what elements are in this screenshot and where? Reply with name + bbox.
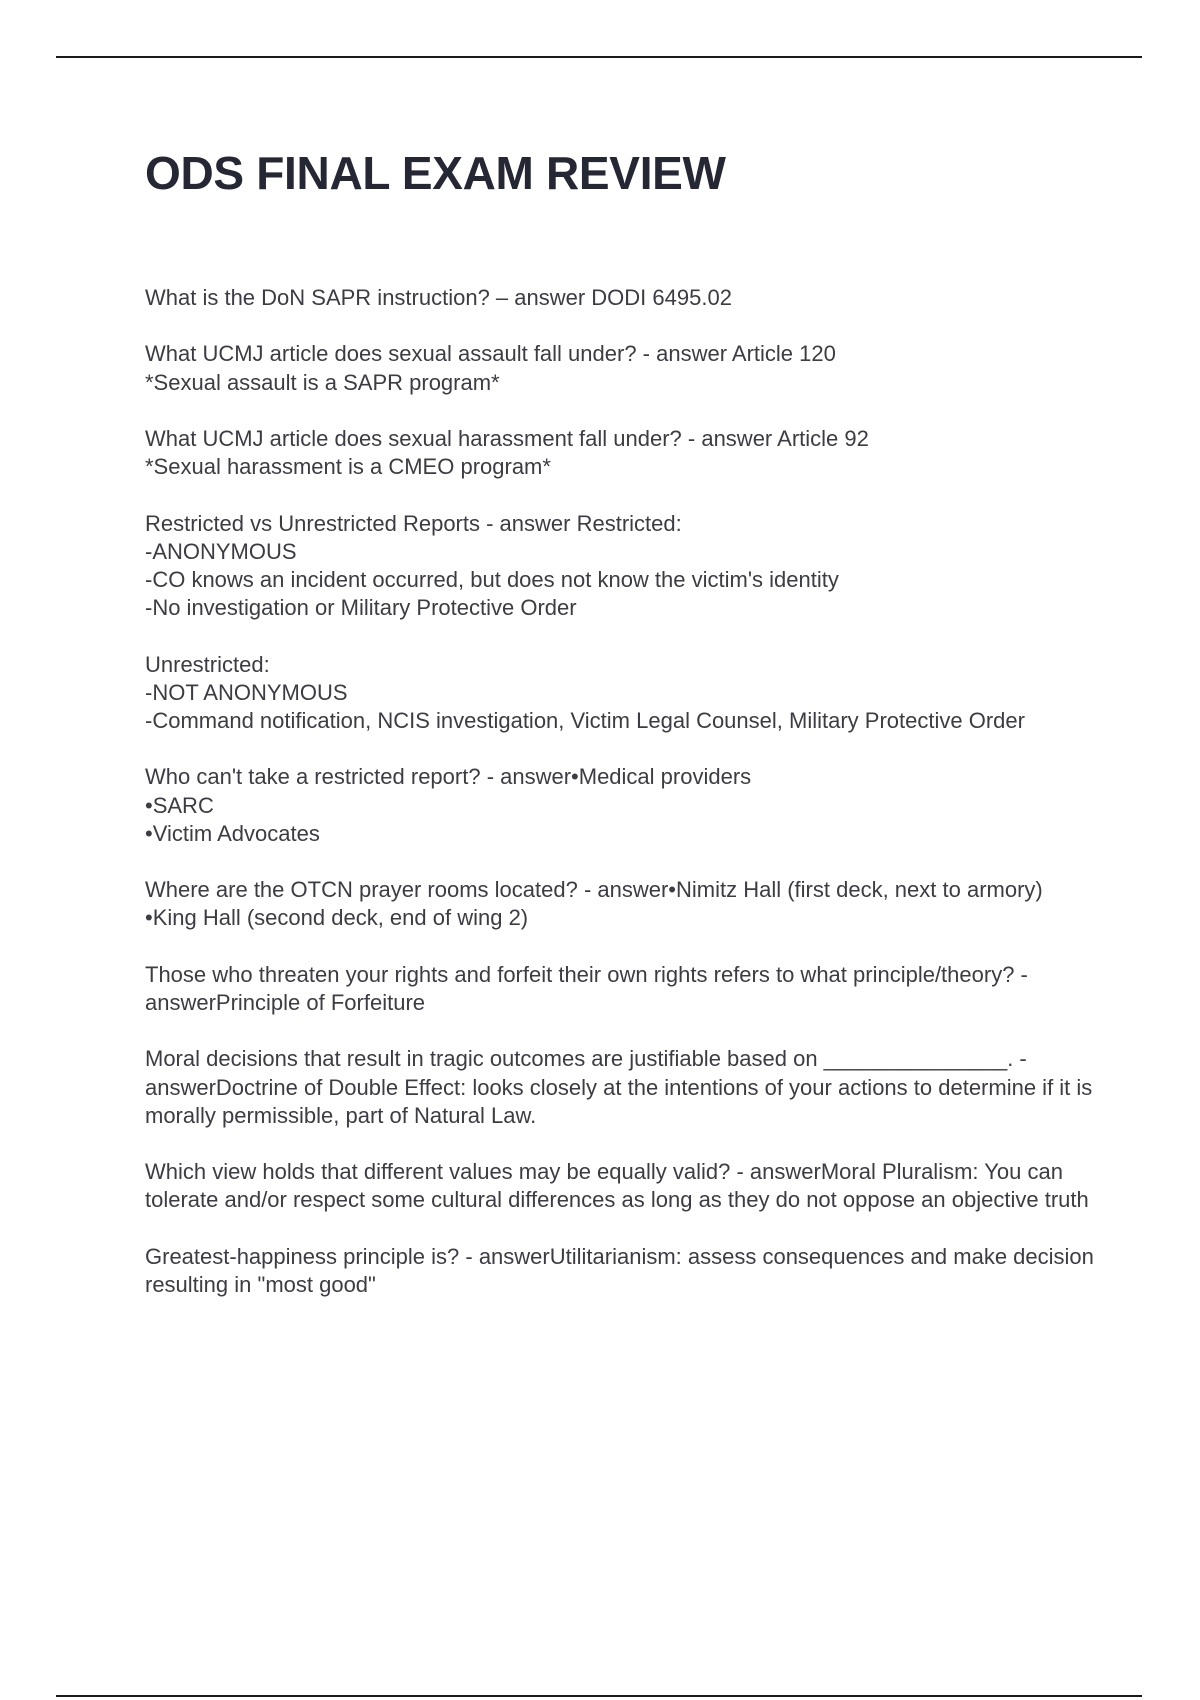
text-line: -Command notification, NCIS investigation, Victim Legal Counsel, Military Protective Order [145,707,1025,733]
text-line: Where are the OTCN prayer rooms located? - answer•Nimitz Hall (first deck, next to armory) [145,877,1043,903]
qa-entry [145,1243,1101,1299]
qa-entry [145,651,1095,736]
text-line: Who can't take a restricted report? - answer•Medical providers [145,764,752,790]
text-line: Those who threaten your rights and forfeit their own rights refers to what principle/theory? - answerPrinciple of Forfeiture [145,961,1035,1015]
text-line: •Victim Advocates [145,820,320,846]
text-line: -NOT ANONYMOUS [145,679,348,705]
text-line: What is the DoN SAPR instruction? – answer DODI 6495.02 [145,285,732,310]
text-line: Which view holds that different values may be equally valid? - answerMoral Pluralism: You can tolerate and/or respect some cultural differences as long as they do not oppose an objective truth [145,1159,1089,1213]
text-line: •SARC [145,792,214,818]
document-title: ODS FINAL EXAM REVIEW [145,147,726,199]
qa-entry [145,284,1095,312]
text-line: -ANONYMOUS [145,538,297,564]
text-line: *Sexual harassment is a CMEO program* [145,454,551,480]
qa-entry [145,961,1095,1017]
qa-entry [145,1158,1095,1214]
text-line: Greatest-happiness principle is? - answerUtilitarianism: assess consequences and make decision resulting in "most good" [145,1243,1101,1297]
text-line: *Sexual assault is a SAPR program* [145,369,500,395]
qa-entry [145,425,1095,481]
text-line: Moral decisions that result in tragic outcomes are justifiable based on _______________. - answerDoctrine of Double Effect: looks closely at the intentions of your actions to determine if it is morally permissible, part of Natural Law. [145,1046,1099,1128]
text-line: -CO knows an incident occurred, but does not know the victim's identity [145,566,839,592]
qa-entry [145,876,1095,932]
document-body [145,284,1101,1327]
text-line: What UCMJ article does sexual assault fall under? - answer Article 120 [145,341,836,367]
text-line: •King Hall (second deck, end of wing 2) [145,905,529,931]
qa-entry [145,1045,1099,1130]
text-line: -No investigation or Military Protective Order [145,595,577,621]
text-line: Unrestricted: [145,651,270,677]
text-line: What UCMJ article does sexual harassment fall under? - answer Article 92 [145,425,869,451]
header-rule [56,56,1142,58]
qa-entry [145,763,1095,848]
qa-entry [145,510,1095,623]
qa-entry [145,340,1095,396]
text-line: Restricted vs Unrestricted Reports - answer Restricted: [145,510,682,536]
footer-rule [56,1695,1142,1697]
